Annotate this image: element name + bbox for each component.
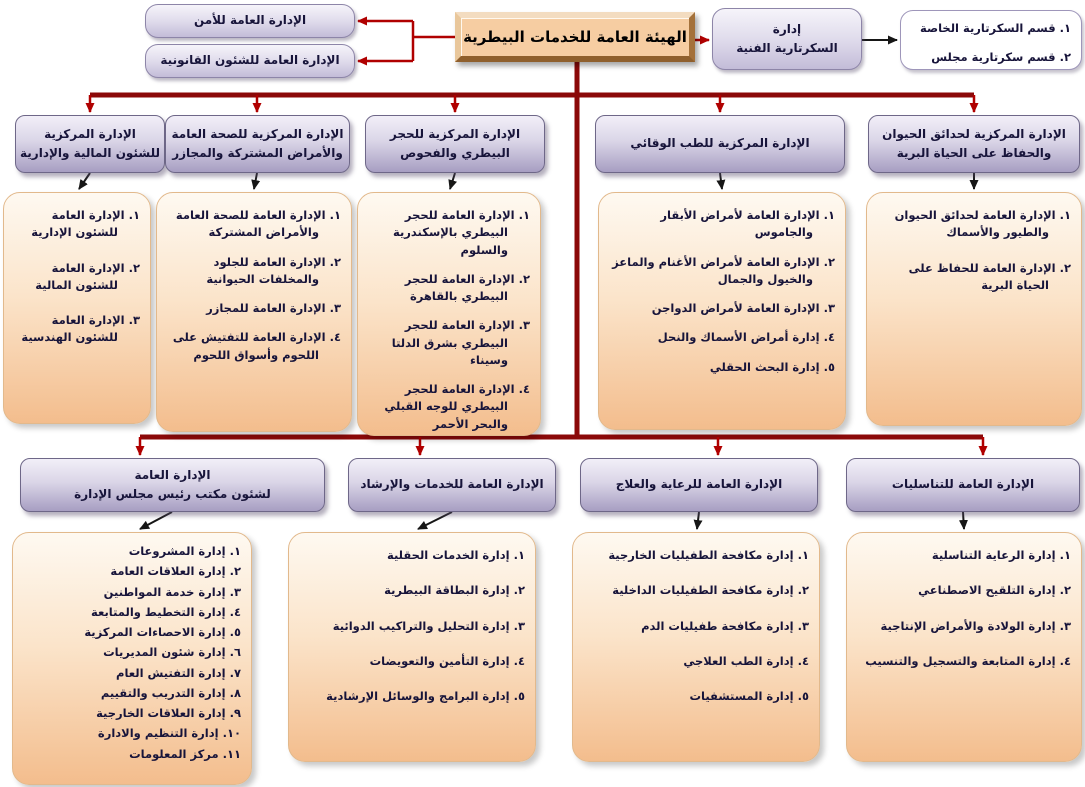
- general-admin-units-chairman-office: [12, 532, 252, 785]
- list-item: ٤. إدارة المتابعة والتسجيل والتنسيب: [865, 653, 1071, 668]
- title-line: لشئون مكتب رئيس مجلس الإدارة: [74, 487, 271, 501]
- general-admin-units-care-treatment: [572, 532, 820, 762]
- list-item: ٢. إدارة البطاقة البيطرية: [384, 583, 525, 598]
- list-item: ٤. إدارة أمراض الأسماك والنحل: [657, 330, 835, 345]
- general-admin-header-reproduction: [846, 458, 1080, 512]
- list-item: ٢. إدارة العلاقات العامة: [110, 564, 241, 579]
- list-item: ١٠. إدارة التنظيم والادارة: [97, 726, 241, 741]
- title-line: الإدارة العامة للخدمات والإرشاد: [360, 477, 544, 492]
- title-line: الإدارة المركزية للطب الوقائي: [630, 136, 810, 151]
- list-item: ٣. إدارة الولادة والأمراض الإنتاجية: [880, 618, 1071, 633]
- list-item: ٤. الإدارة العامة للحجر البيطري للوجه القبلي والبحر الأحمر: [384, 382, 530, 431]
- central-admin-header-public-health: [165, 115, 350, 173]
- title-line: الإدارة العامة: [134, 467, 211, 482]
- title-line: السكرتارية الفنية: [736, 41, 838, 55]
- list-item: ١. الإدارة العامة للحجر البيطري بالإسكندرية والسلوم: [393, 208, 530, 257]
- central-admin-header-finance: [15, 115, 165, 173]
- list-item: ٢. الإدارة العامة للشئون المالية: [35, 260, 140, 292]
- list-item: ٧. إدارة التفتيش العام: [116, 665, 241, 680]
- central-admin-header-quarantine: [365, 115, 545, 173]
- list-item: ٣. الإدارة العامة لأمراض الدواجن: [651, 301, 835, 315]
- list-item: ٤. الإدارة العامة للتفتيش على اللحوم وأسواق اللحوم: [172, 330, 341, 362]
- title-line: الإدارة العامة للرعاية والعلاج: [615, 477, 783, 492]
- list-item: ٩. إدارة العلاقات الخارجية: [96, 706, 241, 720]
- list-item: ٢. قسم سكرتارية مجلس: [931, 50, 1071, 65]
- title-line: الإدارة المركزية: [44, 126, 136, 141]
- title-line: للشئون المالية والإدارية: [20, 146, 160, 160]
- list-item: ١. قسم السكرتارية الخاصة: [920, 21, 1071, 35]
- list-item: ٢. إدارة التلقيح الاصطناعي: [918, 583, 1071, 598]
- list-item: ١. الإدارة العامة لأمراض الأبقار والجاموس: [660, 208, 835, 240]
- central-admin-units-finance: [3, 192, 151, 424]
- title-line: الإدارة المركزية لحدائق الحيوان: [882, 126, 1066, 141]
- root-authority-box: الهيئة العامة للخدمات البيطرية: [455, 12, 695, 62]
- list-item: ٣. إدارة مكافحة طفيليات الدم: [641, 618, 809, 633]
- list-item: ١. الإدارة العامة للشئون الإدارية: [31, 208, 140, 240]
- list-item: ٢. إدارة مكافحة الطفيليات الداخلية: [612, 583, 809, 598]
- list-item: ١. الإدارة العامة للصحة العامة والأمراض المشتركة: [175, 208, 341, 240]
- list-item: ١. إدارة المشروعات: [128, 544, 241, 558]
- list-item: ٤. إدارة التخطيط والمتابعة: [91, 604, 241, 619]
- security-admin-box: الإدارة العامة للأمن: [145, 4, 355, 38]
- legal-affairs-admin-box: الإدارة العامة للشئون القانونية: [145, 44, 355, 78]
- list-item: ٤. إدارة الطب العلاجي: [683, 653, 809, 668]
- list-item: ٣. إدارة التحليل والتراكيب الدوائية: [332, 618, 525, 633]
- list-item: ٣. الإدارة العامة للمجازر: [206, 301, 341, 315]
- title-line: والأمراض المشتركة والمجازر: [172, 146, 343, 160]
- secretariat-departments-box: [900, 10, 1082, 70]
- central-admin-units-quarantine: [357, 192, 541, 436]
- central-admin-units-preventive-medicine: [598, 192, 846, 430]
- list-item: ٣. الإدارة العامة للحجر البيطري بشرق الدلتا وسيناء: [391, 318, 530, 367]
- list-item: ٢. الإدارة العامة لأمراض الأغنام والماعز والخيول والجمال: [612, 254, 835, 286]
- list-item: ٢. الإدارة العامة للجلود والمخلفات الحيوانية: [206, 254, 341, 286]
- list-item: ٥. إدارة الاحصاءات المركزية: [84, 625, 241, 639]
- list-item: ١١. مركز المعلومات: [129, 746, 241, 761]
- list-item: ٣. الإدارة العامة للشئون الهندسية: [21, 313, 140, 345]
- list-item: ٢. الإدارة العامة للحجر البيطري بالقاهرة: [404, 271, 530, 303]
- title-line: الإدارة المركزية للصحة العامة: [171, 126, 344, 141]
- general-admin-units-reproduction: [846, 532, 1082, 762]
- central-admin-header-preventive-medicine: [595, 115, 845, 173]
- general-admin-units-services-extension: [288, 532, 536, 762]
- list-item: ٨. إدارة التدريب والتقييم: [100, 685, 241, 700]
- general-admin-header-chairman-office: [20, 458, 325, 512]
- general-admin-header-services-extension: [348, 458, 556, 512]
- central-admin-units-zoos-wildlife: [866, 192, 1082, 426]
- title-line: إدارة: [772, 21, 802, 36]
- list-item: ١. إدارة الرعاية التناسلية: [931, 548, 1071, 562]
- list-item: ٢. الإدارة العامة للحفاظ على الحياة البرية: [908, 260, 1071, 292]
- list-item: ٥. إدارة المستشفيات: [689, 689, 809, 703]
- list-item: ١. إدارة مكافحة الطفيليات الخارجية: [608, 548, 809, 562]
- list-item: ١. الإدارة العامة لحدائق الحيوان والطيور والأسماك: [894, 208, 1071, 240]
- title-line: الإدارة المركزية للحجر: [389, 126, 521, 141]
- title-line: البيطري والفحوص: [400, 146, 510, 160]
- list-item: ١. إدارة الخدمات الحقلية: [387, 548, 525, 562]
- title-line: والحفاظ على الحياة البرية: [896, 146, 1052, 160]
- general-admin-header-care-treatment: [580, 458, 818, 512]
- central-admin-units-public-health: [156, 192, 352, 432]
- list-item: ٣. إدارة خدمة المواطنين: [103, 584, 241, 599]
- title-line: الإدارة العامة للتناسليات: [891, 477, 1035, 492]
- list-item: ٤. إدارة التأمين والتعويضات: [369, 653, 525, 668]
- list-item: ٦. إدارة شئون المديريات: [103, 645, 241, 660]
- list-item: ٥. إدارة البرامج والوسائل الإرشادية: [326, 689, 525, 703]
- technical-secretariat-box: [712, 8, 862, 70]
- central-admin-header-zoos-wildlife: [868, 115, 1080, 173]
- list-item: ٥. إدارة البحث الحقلي: [709, 359, 835, 374]
